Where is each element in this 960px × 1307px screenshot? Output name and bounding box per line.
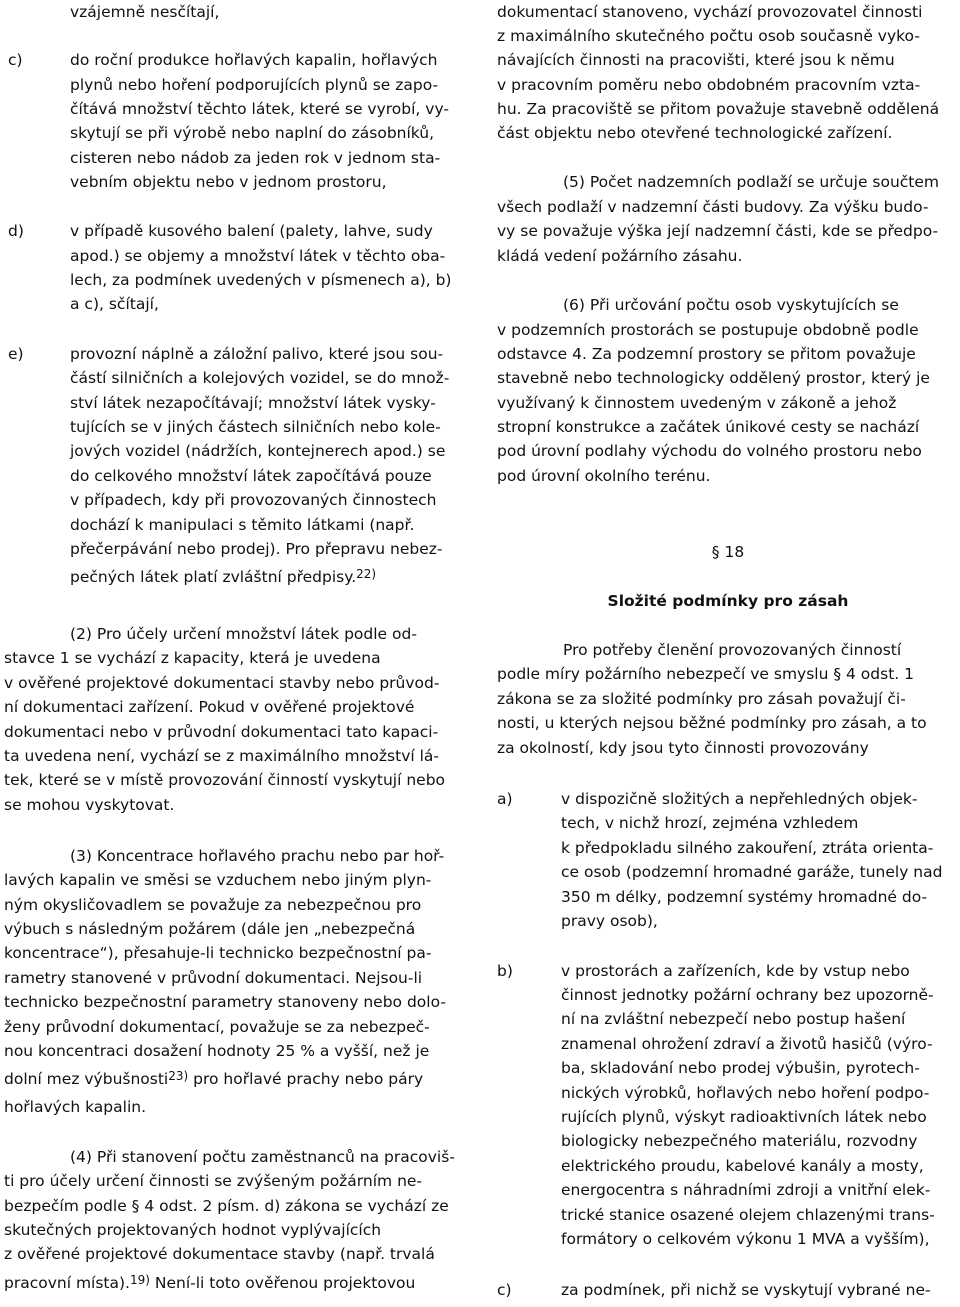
text-line: k předpokladu silného zakouření, ztráta orienta- — [561, 839, 934, 857]
item-d-label: d) — [8, 222, 24, 240]
text-line: formátory o celkovém výkonu 1 MVA a vyšším), — [561, 1230, 930, 1248]
text-line: tujících se v jiných částech silničních nebo kole- — [70, 418, 441, 436]
item-b-tail: vzájemně nesčítají, — [70, 3, 220, 21]
text-line: stropní konstrukce a začátek únikové cesty se nachází — [497, 418, 920, 436]
text-line: nických výrobků, hořlavých nebo hoření podpo- — [561, 1084, 930, 1102]
text-line: nosti, u kterých nejsou běžné podmínky pro zásah, a to — [497, 714, 927, 732]
section-title: Složité podmínky pro zásah — [607, 592, 849, 610]
text-line: odstavce 4. Za podzemní prostory se přitom považuje — [497, 345, 916, 363]
text-line: (2) Pro účely určení množství látek podle od- — [70, 625, 417, 643]
text-line: ba, skladování nebo prodej výbušin, pyrotech- — [561, 1059, 920, 1077]
text-fragment: Není-li toto ověřenou projektovou — [149, 1274, 416, 1292]
text-line: tech, v nichž hrozí, zejména vzhledem — [561, 814, 859, 832]
text-line: činnost jednotky požární ochrany bez upozorně- — [561, 986, 934, 1004]
text-fragment: pro hořlavé prachy nebo páry — [188, 1070, 424, 1088]
text-line: technicko bezpečnostní parametry stanoveny nebo dolo- — [4, 993, 446, 1011]
text-line: pod úrovní podlahy východu do volného prostoru nebo — [497, 442, 922, 460]
item-c-label: c) — [8, 51, 23, 69]
text-line: pod úrovní okolního terénu. — [497, 467, 711, 485]
item-e-label: e) — [8, 345, 24, 363]
text-line: podle míry požárního nebezpečí ve smyslu § 4 odst. 1 — [497, 665, 915, 683]
text-line: v dispozičně složitých a nepřehledných objek- — [561, 790, 918, 808]
text-line: Pro potřeby členění provozovaných činností — [563, 641, 902, 659]
text-line — [4, 1273, 415, 1294]
text-line: z ověřené projektové dokumentace stavby (např. trvalá — [4, 1245, 435, 1263]
text-line: kládá vedení požárního zásahu. — [497, 247, 743, 265]
text-line: stavebně nebo technologicky oddělený prostor, který je — [497, 369, 930, 387]
footnote-ref: 19) — [129, 1273, 150, 1287]
text-line: elektrického proudu, kabelové kanály a mosty, — [561, 1157, 924, 1175]
text-line: cisteren nebo nádob za jeden rok v jednom sta- — [70, 149, 441, 167]
text-line: ní na zvláštní nebezpečí nebo postup hašení — [561, 1010, 906, 1028]
text-line: ti pro účely určení činnosti se zvýšeným požárním ne- — [4, 1172, 423, 1190]
text-line: ným okysličovadlem se považuje za nebezpečnou pro — [4, 896, 422, 914]
text-line: nou koncentraci dosažení hodnoty 25 % a vyšší, než je — [4, 1042, 430, 1060]
text-line: provozní náplně a záložní palivo, které jsou sou- — [70, 345, 444, 363]
text-line: návajících činnosti na pracovišti, které jsou k němu — [497, 51, 895, 69]
text-line: hořlavých kapalin. — [4, 1098, 147, 1116]
text-line: využívaný k činnostem uvedeným v zákoně a jehož — [497, 394, 897, 412]
text-line — [4, 1069, 423, 1090]
text-line: vy se považuje výška její nadzemní části, kde se předpo- — [497, 222, 939, 240]
text-line: skutečných projektovaných hodnot vyplývajících — [4, 1221, 382, 1239]
text-line: trické stanice osazené olejem chlazenými trans- — [561, 1206, 935, 1224]
text-line: (5) Počet nadzemních podlaží se určuje součtem — [563, 173, 940, 191]
item-b-label: b) — [497, 962, 513, 980]
text-line: stavce 1 se vychází z kapacity, která je uvedena — [4, 649, 381, 667]
text-line: jových vozidel (nádržích, kontejnerech apod.) se — [70, 442, 446, 460]
text-line: biologicky nebezpečného materiálu, rozvodny — [561, 1132, 918, 1150]
text-line: rujících plynů, výskyt radioaktivních látek nebo — [561, 1108, 927, 1126]
text-fragment: pracovní místa). — [4, 1274, 130, 1292]
text-line: dochází k manipulaci s těmito látkami (např. — [70, 516, 415, 534]
text-line: a c), sčítají, — [70, 295, 159, 313]
text-line: všech podlaží v nadzemní části budovy. Za výšku budo- — [497, 198, 929, 216]
text-line: hu. Za pracoviště se přitom považuje stavebně oddělená — [497, 100, 940, 118]
text-line: lech, za podmínek uvedených v písmenech a), b) — [70, 271, 452, 289]
text-line: část objektu nebo otevřené technologické zařízení. — [497, 124, 893, 142]
text-line: v prostorách a zařízeních, kde by vstup nebo — [561, 962, 910, 980]
text-line: v případech, kdy při provozovaných činnostech — [70, 491, 437, 509]
text-line: za okolností, kdy jsou tyto činnosti provozovány — [497, 739, 869, 757]
text-line: dokumentací stanoveno, vychází provozovatel činnosti — [497, 3, 923, 21]
text-line: dokumentaci nebo v průvodní dokumentaci tato kapaci- — [4, 723, 439, 741]
text-line: částí silničních a kolejových vozidel, se do množ- — [70, 369, 450, 387]
text-line: ní dokumentaci zařízení. Pokud v ověřené projektové — [4, 698, 415, 716]
text-fragment: dolní mez výbušnosti — [4, 1070, 169, 1088]
text-fragment: pečných látek platí zvláštní předpisy. — [70, 568, 357, 586]
text-line — [70, 567, 376, 588]
text-line: v podzemních prostorách se postupuje obdobně podle — [497, 321, 919, 339]
text-line: znamenal ohrožení zdraví a životů hasičů (výro- — [561, 1035, 933, 1053]
text-line: (4) Při stanovení počtu zaměstnanců na pracoviš- — [70, 1148, 455, 1166]
text-line: v případě kusového balení (palety, lahve, sudy — [70, 222, 433, 240]
text-line: plynů nebo hoření podporujících plynů se zapo- — [70, 76, 439, 94]
text-line: čítává množství těchto látek, které se vyrobí, vy- — [70, 100, 449, 118]
text-line: lavých kapalin ve směsi se vzduchem nebo jiným plyn- — [4, 871, 432, 889]
item-a-label: a) — [497, 790, 513, 808]
text-line: v pracovním poměru nebo obdobném pracovním vzta- — [497, 76, 921, 94]
text-line: ta uvedena není, vychází se z maximálního množství lá- — [4, 747, 440, 765]
text-line: v ověřené projektové dokumentaci stavby nebo průvod- — [4, 674, 440, 692]
item-c-label: c) — [497, 1281, 512, 1299]
text-line: (3) Koncentrace hořlavého prachu nebo par hoř- — [70, 847, 445, 865]
text-line: apod.) se objemy a množství látek v těchto oba- — [70, 247, 446, 265]
text-line: tek, které se v místě provozování činností vyskytují nebo — [4, 771, 446, 789]
text-line: koncentrace“), přesahuje-li technicko bezpečnostní pa- — [4, 944, 432, 962]
text-line: výbuch s následným požárem (dále jen „nebezpečná — [4, 920, 416, 938]
text-line: se mohou vyskytovat. — [4, 796, 175, 814]
footnote-ref: 22) — [356, 567, 377, 581]
text-line: (6) Při určování počtu osob vyskytujících se — [563, 296, 899, 314]
footnote-ref: 23) — [168, 1069, 189, 1083]
text-line: z maximálního skutečného počtu osob současně vyko- — [497, 27, 920, 45]
text-line: ženy průvodní dokumentací, považuje se za nebezpeč- — [4, 1018, 430, 1036]
text-line: bezpečím podle § 4 odst. 2 písm. d) zákona se vychází ze — [4, 1197, 449, 1215]
text-line: vebním objektu nebo v jednom prostoru, — [70, 173, 387, 191]
text-line: zákona se za složité podmínky pro zásah považují či- — [497, 690, 906, 708]
text-line: ství látek nezapočítávají; množství látek vysky- — [70, 394, 436, 412]
text-line: za podmínek, při nichž se vyskytují vybrané ne- — [561, 1281, 931, 1299]
text-line: pravy osob), — [561, 912, 658, 930]
text-line: skytují se při výrobě nebo naplní do zásobníků, — [70, 124, 435, 142]
text-line: do celkového množství látek započítává pouze — [70, 467, 432, 485]
text-line: rametry stanovené v průvodní dokumentaci. Nejsou-li — [4, 969, 423, 987]
text-line: 350 m délky, podzemní systémy hromadné do- — [561, 888, 928, 906]
text-line: energocentra s náhradními zdroji a vnitřní elek- — [561, 1181, 931, 1199]
text-line: ce osob (podzemní hromadné garáže, tunely nad — [561, 863, 943, 881]
text-line: přečerpávání nebo prodej). Pro přepravu nebez- — [70, 540, 443, 558]
section-number: § 18 — [711, 543, 745, 561]
text-line: do roční produkce hořlavých kapalin, hořlavých — [70, 51, 438, 69]
